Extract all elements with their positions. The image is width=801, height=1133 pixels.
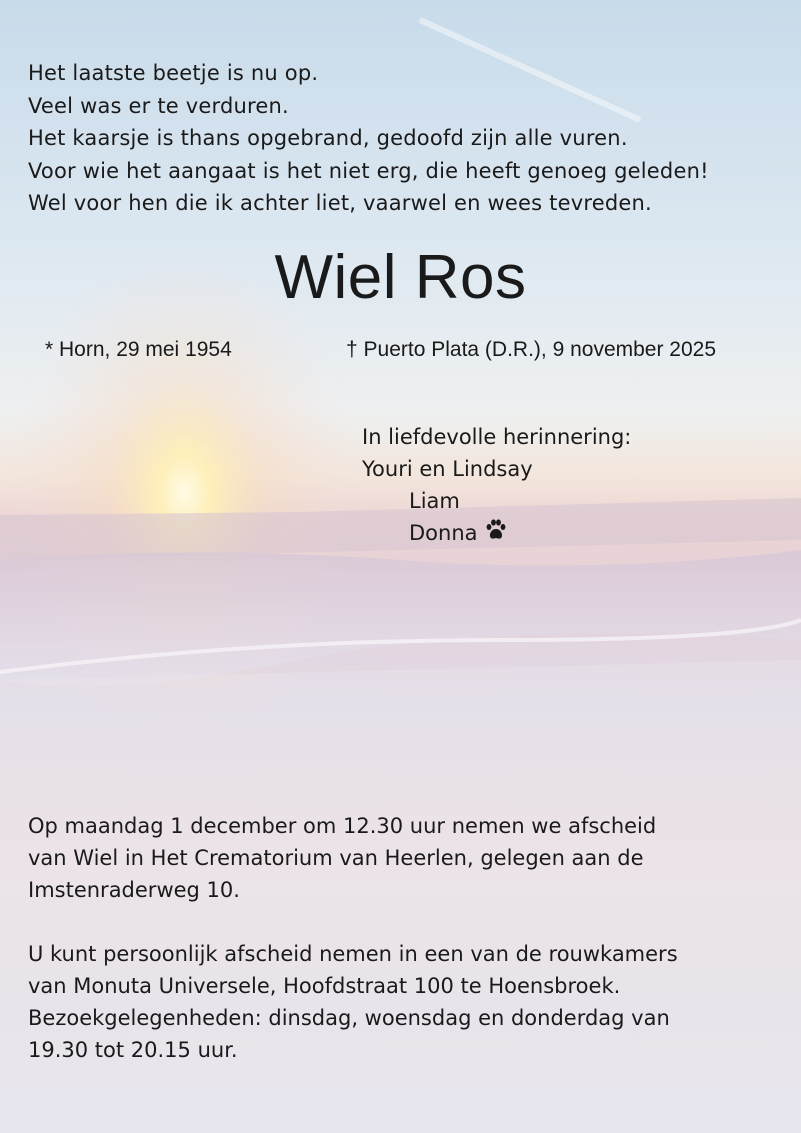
funeral-line: Op maandag 1 december om 12.30 uur nemen we afscheid [28, 814, 657, 838]
funeral-line: Imstenraderweg 10. [28, 878, 240, 902]
poem-line: Het laatste beetje is nu op. [28, 61, 319, 85]
death-date: † Puerto Plata (D.R.), 9 november 2025 [346, 338, 717, 361]
poem-line: Veel was er te verduren. [28, 93, 289, 118]
poem-line: Voor wie het aangaat is het niet erg, die heeft genoeg geleden! [28, 158, 709, 183]
poem [28, 57, 798, 220]
survivor-name: Donna [409, 521, 478, 545]
survivor-line: Youri en Lindsay [362, 457, 533, 481]
poem-line: Het kaarsje is thans opgebrand, gedoofd zijn alle vuren. [28, 126, 628, 150]
survivor-line: Liam [409, 489, 460, 513]
birth-date: * Horn, 29 mei 1954 [45, 338, 232, 361]
paw-icon [484, 518, 508, 550]
visitation-details [28, 938, 788, 1066]
visit-line: van Monuta Universele, Hoofdstraat 100 te Hoensbroek. [28, 974, 621, 998]
poem-line: Wel voor hen die ik achter liet, vaarwel en wees tevreden. [28, 191, 652, 215]
visit-line: U kunt persoonlijk afscheid nemen in een van de rouwkamers [28, 942, 678, 966]
survivor-line-pet [362, 517, 631, 550]
memory-heading: In liefdevolle herinnering: [362, 425, 632, 449]
funeral-line: van Wiel in Het Crematorium van Heerlen, gelegen aan de [28, 846, 644, 870]
deceased-name: Wiel Ros [274, 243, 527, 312]
memory-section [362, 421, 631, 550]
visit-line: 19.30 tot 20.15 uur. [28, 1038, 238, 1062]
funeral-details [28, 810, 788, 906]
visit-line: Bezoekgelegenheden: dinsdag, woensdag en donderdag van [28, 1006, 670, 1030]
